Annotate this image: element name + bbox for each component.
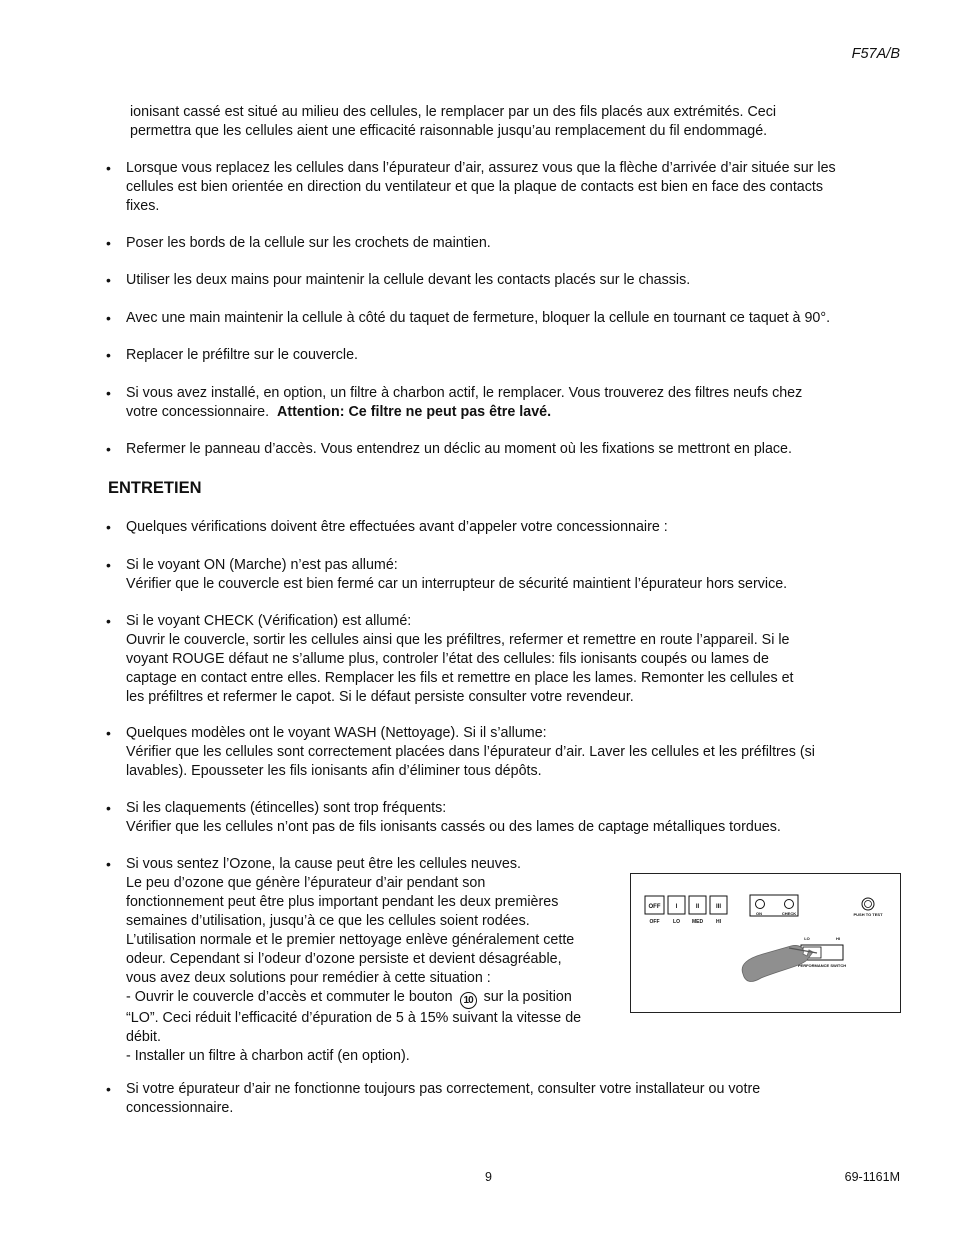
intro-line: permettra que les cellules aient une efficacité raisonnable jusqu’au remplacement du fil endommagé. (130, 123, 768, 139)
bullet-marker: • (106, 519, 111, 535)
list-item-line: Replacer le préfiltre sur le couvercle. (126, 347, 359, 363)
bullet-marker: • (106, 1081, 111, 1097)
list-item-line: les préfiltres et refermer le capot. Si le défaut persiste consulter votre revendeur. (126, 689, 634, 705)
list-item-line: odeur. Cependant si l’odeur d’ozone persiste et devient désagréable, (126, 951, 562, 967)
list-item-line: Vérifier que les cellules n’ont pas de fils ionisants cassés ou des lames de captage métalliques tordues. (126, 819, 781, 835)
list-item-line: “LO”. Ceci réduit l’efficacité d’épuration de 5 à 15% suivant la vitesse de (126, 1010, 582, 1026)
list-item-line: Si les claquements (étincelles) sont trop fréquents: (126, 800, 447, 816)
bullet-marker: • (106, 235, 111, 251)
list-item-line: Avec une main maintenir la cellule à côté du taquet de fermeture, bloquer la cellule en tournant ce taquet à 90°. (126, 310, 831, 326)
list-item-line: Quelques vérifications doivent être effectuées avant d’appeler votre concessionnaire : (126, 519, 668, 535)
list-item-line: Refermer le panneau d’accès. Vous entendrez un déclic au moment où les fixations se mettront en place. (126, 441, 792, 457)
list-item-line: Vérifier que les cellules sont correctement placées dans l’épurateur d’air. Laver les cellules et les préfiltres (si (126, 744, 815, 760)
list-item (126, 384, 901, 422)
bullet-marker: • (106, 613, 111, 629)
section-title: ENTRETIEN (108, 479, 202, 497)
list-item-text: sur la position (483, 989, 572, 1005)
bullet-marker: • (106, 160, 111, 176)
list-item-line: concessionnaire. (126, 1100, 234, 1116)
bullet-marker: • (106, 310, 111, 326)
list-item-line: L’utilisation normale et le premier nettoyage enlève généralement cette (126, 932, 575, 948)
switch-lo-label: LO (804, 936, 810, 941)
list-item-line: débit. (126, 1029, 161, 1045)
list-item (126, 855, 626, 1066)
on-lamp-label: ON (756, 911, 762, 916)
list-item-line: Quelques modèles ont le voyant WASH (Nettoyage). Si il s’allume: (126, 725, 547, 741)
list-item (126, 159, 901, 216)
list-item-line (126, 403, 901, 422)
bullet-marker: • (106, 725, 111, 741)
list-item-line: Si votre épurateur d’air ne fonctionne toujours pas correctement, consulter votre installateur ou votre (126, 1081, 761, 1097)
list-item-text: votre concessionnaire. (126, 404, 277, 420)
page-number: 9 (485, 1170, 492, 1184)
hi-button-label: III (715, 904, 722, 910)
list-item-line (126, 988, 626, 1009)
list-item (126, 440, 901, 459)
test-button-label: PUSH TO TEST (853, 912, 883, 917)
list-item-line: Si vous sentez l’Ozone, la cause peut être les cellules neuves. (126, 856, 521, 872)
on-lamp-icon (756, 900, 765, 909)
list-item (126, 556, 901, 594)
list-item-line: fixes. (126, 198, 160, 214)
list-item (126, 309, 901, 328)
list-item-line: Utiliser les deux mains pour maintenir la cellule devant les contacts placés sur le chassis. (126, 272, 691, 288)
bullet-marker: • (106, 441, 111, 457)
list-item-line: Vérifier que le couvercle est bien fermé car un interrupteur de sécurité maintient l’épurateur hors service. (126, 576, 788, 592)
list-item-line: Si le voyant CHECK (Vérification) est allumé: (126, 613, 412, 629)
list-item-line: Si le voyant ON (Marche) n’est pas allumé: (126, 557, 398, 573)
list-item-line: voyant ROUGE défaut ne s’allume plus, controler l’état des cellules: fils ionisants coupés ou lames de (126, 651, 769, 667)
bullet-marker: • (106, 856, 111, 872)
med-button-label: II (695, 904, 700, 910)
speed-caption: LO (673, 919, 680, 925)
list-item (126, 612, 901, 707)
list-item-line: semaines d’utilisation, jusqu’à ce que les cellules soient rodées. (126, 913, 530, 929)
list-item (126, 799, 901, 837)
check-lamp-label: CHECK (781, 911, 797, 916)
list-item-line: Le peu d’ozone que génère l’épurateur d’air pendant son (126, 875, 486, 891)
list-item-line: fonctionnement peut être plus important pendant les deux premières (126, 894, 559, 910)
lo-button-label: I (675, 904, 678, 910)
list-item (126, 234, 901, 253)
off-button-label: OFF (648, 904, 661, 910)
speed-caption: HI (716, 919, 721, 925)
list-item (126, 724, 901, 781)
document-number: 69-1161M (844, 1170, 900, 1184)
bullet-marker: • (106, 385, 111, 401)
test-button-icon (862, 898, 874, 910)
callout-number: 10 (460, 992, 477, 1009)
list-item (126, 346, 901, 365)
list-item-line: Poser les bords de la cellule sur les crochets de maintien. (126, 235, 491, 251)
document-model-header: F57A/B (851, 46, 900, 62)
list-item-line: captage en contact entre elles. Remplacer les fils et remettre en place les lames. Remonter les cellules et (126, 670, 794, 686)
speed-caption: OFF (649, 919, 660, 925)
intro-paragraph (130, 103, 776, 141)
list-item (126, 1080, 901, 1118)
bullet-marker: • (106, 272, 111, 288)
bullet-marker: • (106, 347, 111, 363)
list-item (126, 271, 901, 290)
control-panel-figure (630, 873, 901, 1013)
list-item-line: Si vous avez installé, en option, un filtre à charbon actif, le remplacer. Vous trouverez des filtres neufs chez (126, 385, 803, 401)
list-item-line: lavables). Epousseter les fils ionisants afin d’éliminer tous dépôts. (126, 763, 542, 779)
control-panel-drawing (631, 874, 900, 1012)
check-lamp-icon (785, 900, 794, 909)
switch-hi-label: HI (836, 936, 840, 941)
bullet-marker: • (106, 800, 111, 816)
intro-line: ionisant cassé est situé au milieu des cellules, le remplacer par un des fils placés aux extrémités. Ceci (130, 104, 777, 120)
speed-caption: MED (691, 919, 704, 925)
bullet-marker: • (106, 557, 111, 573)
list-item-text: - Ouvrir le couvercle d’accès et commuter le bouton (126, 989, 453, 1005)
warning-text: Attention: Ce filtre ne peut pas être lavé. (277, 404, 552, 420)
list-item-line: Ouvrir le couvercle, sortir les cellules ainsi que les préfiltres, refermer et remettre en route l’appareil. Si le (126, 632, 790, 648)
list-item-line: cellules est bien orientée en direction du ventilateur et que la plaque de contacts est bien en face des contacts (126, 179, 824, 195)
list-item-line: - Installer un filtre à charbon actif (en option). (126, 1048, 410, 1064)
performance-switch-label: PERFORMANCE SWITCH (797, 963, 847, 968)
list-item-line: Lorsque vous replacez les cellules dans l’épurateur d’air, assurez vous que la flèche d’arrivée d’air située sur les (126, 160, 836, 176)
list-item-line: vous avez deux solutions pour remédier à cette situation : (126, 970, 491, 986)
list-item (126, 518, 901, 537)
